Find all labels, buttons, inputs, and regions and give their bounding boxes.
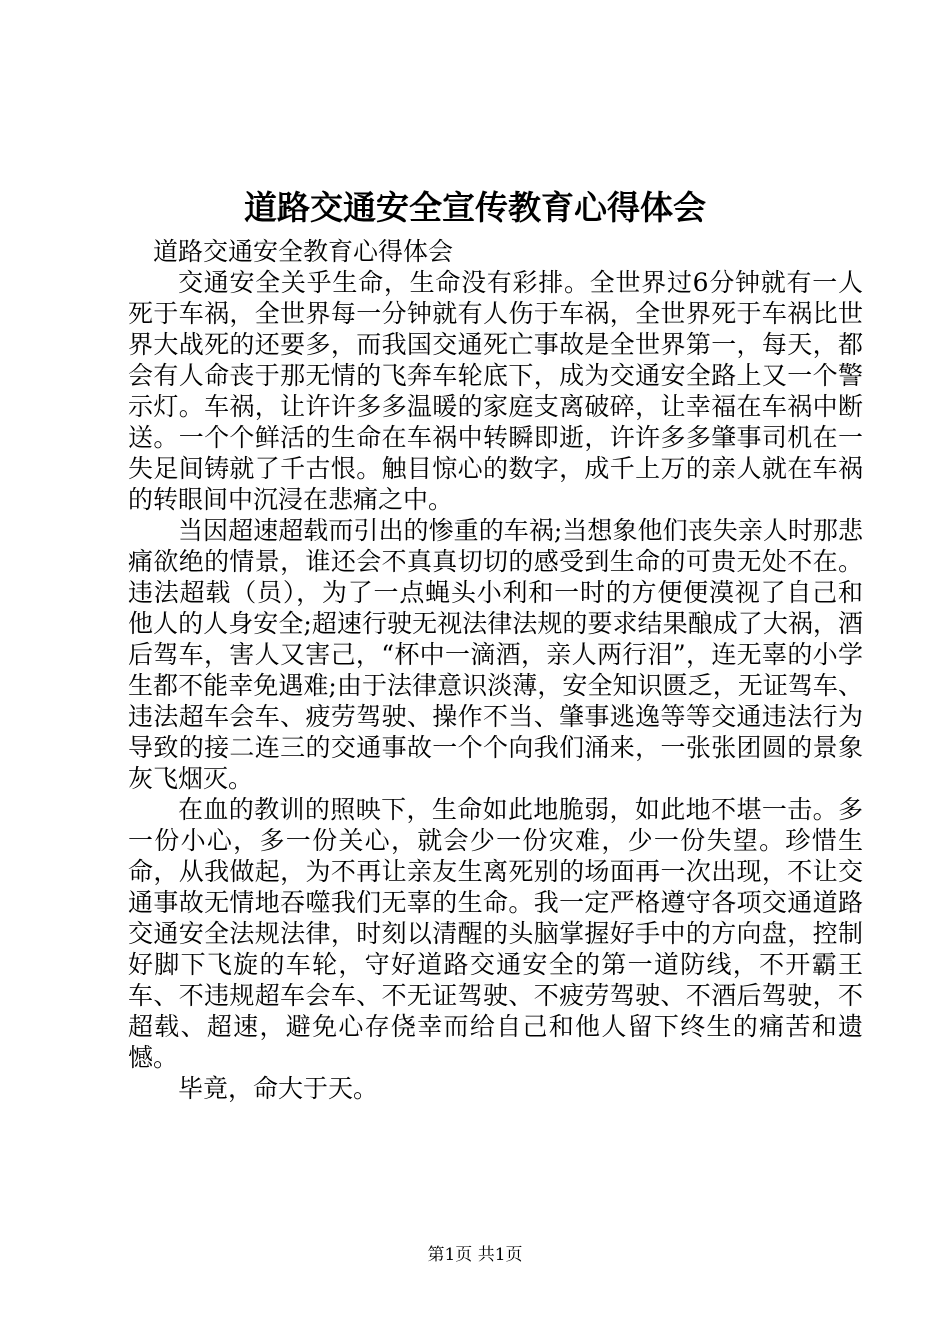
document-subtitle: 道路交通安全教育心得体会 bbox=[153, 237, 454, 266]
paragraph-3: 在血的教训的照映下，生命如此地脆弱，如此地不堪一击。多一份小心，多一份关心，就会少一份灾难，少一份失望。珍惜生命，从我做起，为不再让亲友生离死别的场面再一次出现，不让交通事故无情地吞噬我们无辜的生命。我一定严格遵守各项交通道路交通安全法规法律，时刻以清醒的头脑掌握好手中的方向盘，控制好脚下飞旋的车轮，守好道路交通安全的第一道防线，不开霸王车、不违规超车会车、不无证驾驶、不疲劳驾驶、不酒后驾驶，不超载、超速，避免心存侥幸而给自己和他人留下终生的痛苦和遗憾。 bbox=[128, 795, 863, 1072]
document-body bbox=[128, 236, 863, 1104]
paragraph-4: 毕竟，命大于天。 bbox=[178, 1074, 379, 1103]
paragraph-1: 交通安全关乎生命，生命没有彩排。全世界过6分钟就有一人死于车祸，全世界每一分钟就有人伤于车祸，全世界死于车祸比世界大战死的还要多，而我国交通死亡事故是全世界第一，每天，都会有人命丧于那无情的飞奔车轮底下，成为交通安全路上又一个警示灯。车祸，让许许多多温暖的家庭支离破碎，让幸福在车祸中断送。一个个鲜活的生命在车祸中转瞬即逝，许许多多肇事司机在一失足间铸就了千古恨。触目惊心的数字，成千上万的亲人就在车祸的转眼间中沉浸在悲痛之中。 bbox=[128, 268, 863, 514]
document-title: 道路交通安全宣传教育心得体会 bbox=[244, 188, 706, 227]
page-footer: 第1页 共1页 bbox=[427, 1245, 523, 1265]
paragraph-2: 当因超速超载而引出的惨重的车祸;当想象他们丧失亲人时那悲痛欲绝的情景，谁还会不真真切切的感受到生命的可贵无处不在。违法超载（员），为了一点蝇头小利和一时的方便便漠视了自己和他人的人身安全;超速行驶无视法律法规的要求结果酿成了大祸，酒后驾车，害人又害己，“杯中一滴酒，亲人两行泪”，连无辜的小学生都不能幸免遇难;由于法律意识淡薄，安全知识匮乏，无证驾车、违法超车会车、疲劳驾驶、操作不当、肇事逃逸等等交通违法行为导致的接二连三的交通事故一个个向我们涌来，一张张团圆的景象灰飞烟灭。 bbox=[128, 516, 863, 793]
